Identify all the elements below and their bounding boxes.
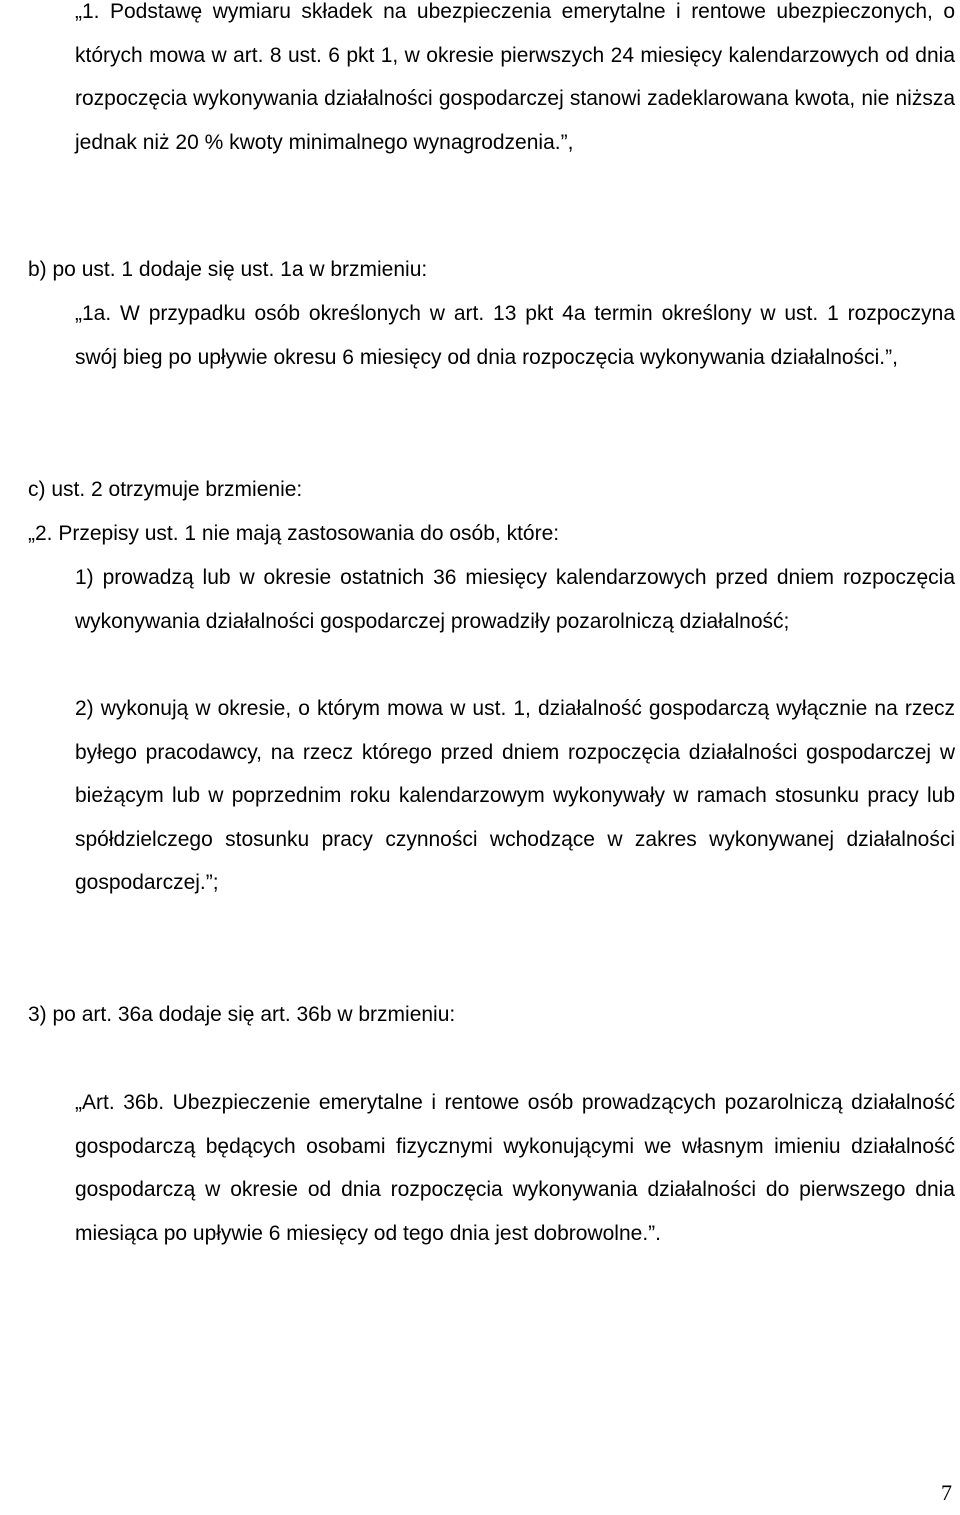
point-2: 2) wykonują w okresie, o którym mowa w ust. 1, działalność gospodarczą wyłącznie na rzecz byłego pracodawcy, na rzecz którego przed dniem rozpoczęcia działalności gospodarczej w bieżącym lub w poprzednim roku kalendarzowym wykonywały w ramach stosunku pracy lub spółdzielczego stosunku pracy czynności wchodzące w zakres wykonywanej działalności gospodarczej.”; xyxy=(75,697,955,894)
article-36b: „Art. 36b. Ubezpieczenie emerytalne i rentowe osób prowadzących pozarolniczą działalność gospodarczą będących osobami fizycznymi wykonującymi we własnym imieniu działalność gospodarczą w okresie od dnia rozpoczęcia wykonywania działalności do pierwszego dnia miesiąca po upływie 6 miesięcy od tego dnia jest dobrowolne.”. xyxy=(75,1091,955,1245)
item-b-heading: b) po ust. 1 dodaje się ust. 1a w brzmieniu: xyxy=(28,258,428,281)
item-c-heading: c) ust. 2 otrzymuje brzmienie: xyxy=(28,478,303,501)
paragraph-1a: „1a. W przypadku osób określonych w art. 13 pkt 4a termin określony w ust. 1 rozpoczyna swój bieg po upływie okresu 6 miesięcy od dnia rozpoczęcia wykonywania działalności.”, xyxy=(75,302,955,369)
point-1: 1) prowadzą lub w okresie ostatnich 36 miesięcy kalendarzowych przed dniem rozpoczęcia wykonywania działalności gospodarczej prowadziły pozarolniczą działalność; xyxy=(75,566,955,633)
item-3-heading: 3) po art. 36a dodaje się art. 36b w brzmieniu: xyxy=(28,1003,456,1026)
page-number: 7 xyxy=(941,1480,952,1505)
paragraph-2-intro: „2. Przepisy ust. 1 nie mają zastosowania do osób, które: xyxy=(28,522,560,545)
paragraph-1-contribution-base: „1. Podstawę wymiaru składek na ubezpieczenia emerytalne i rentowe ubezpieczonych, o których mowa w art. 8 ust. 6 pkt 1, w okresie pierwszych 24 miesięcy kalendarzowych od dnia rozpoczęcia wykonywania działalności gospodarczej stanowi zadeklarowana kwota, nie niższa jednak niż 20 % kwoty minimalnego wynagrodzenia.”, xyxy=(75,0,955,154)
